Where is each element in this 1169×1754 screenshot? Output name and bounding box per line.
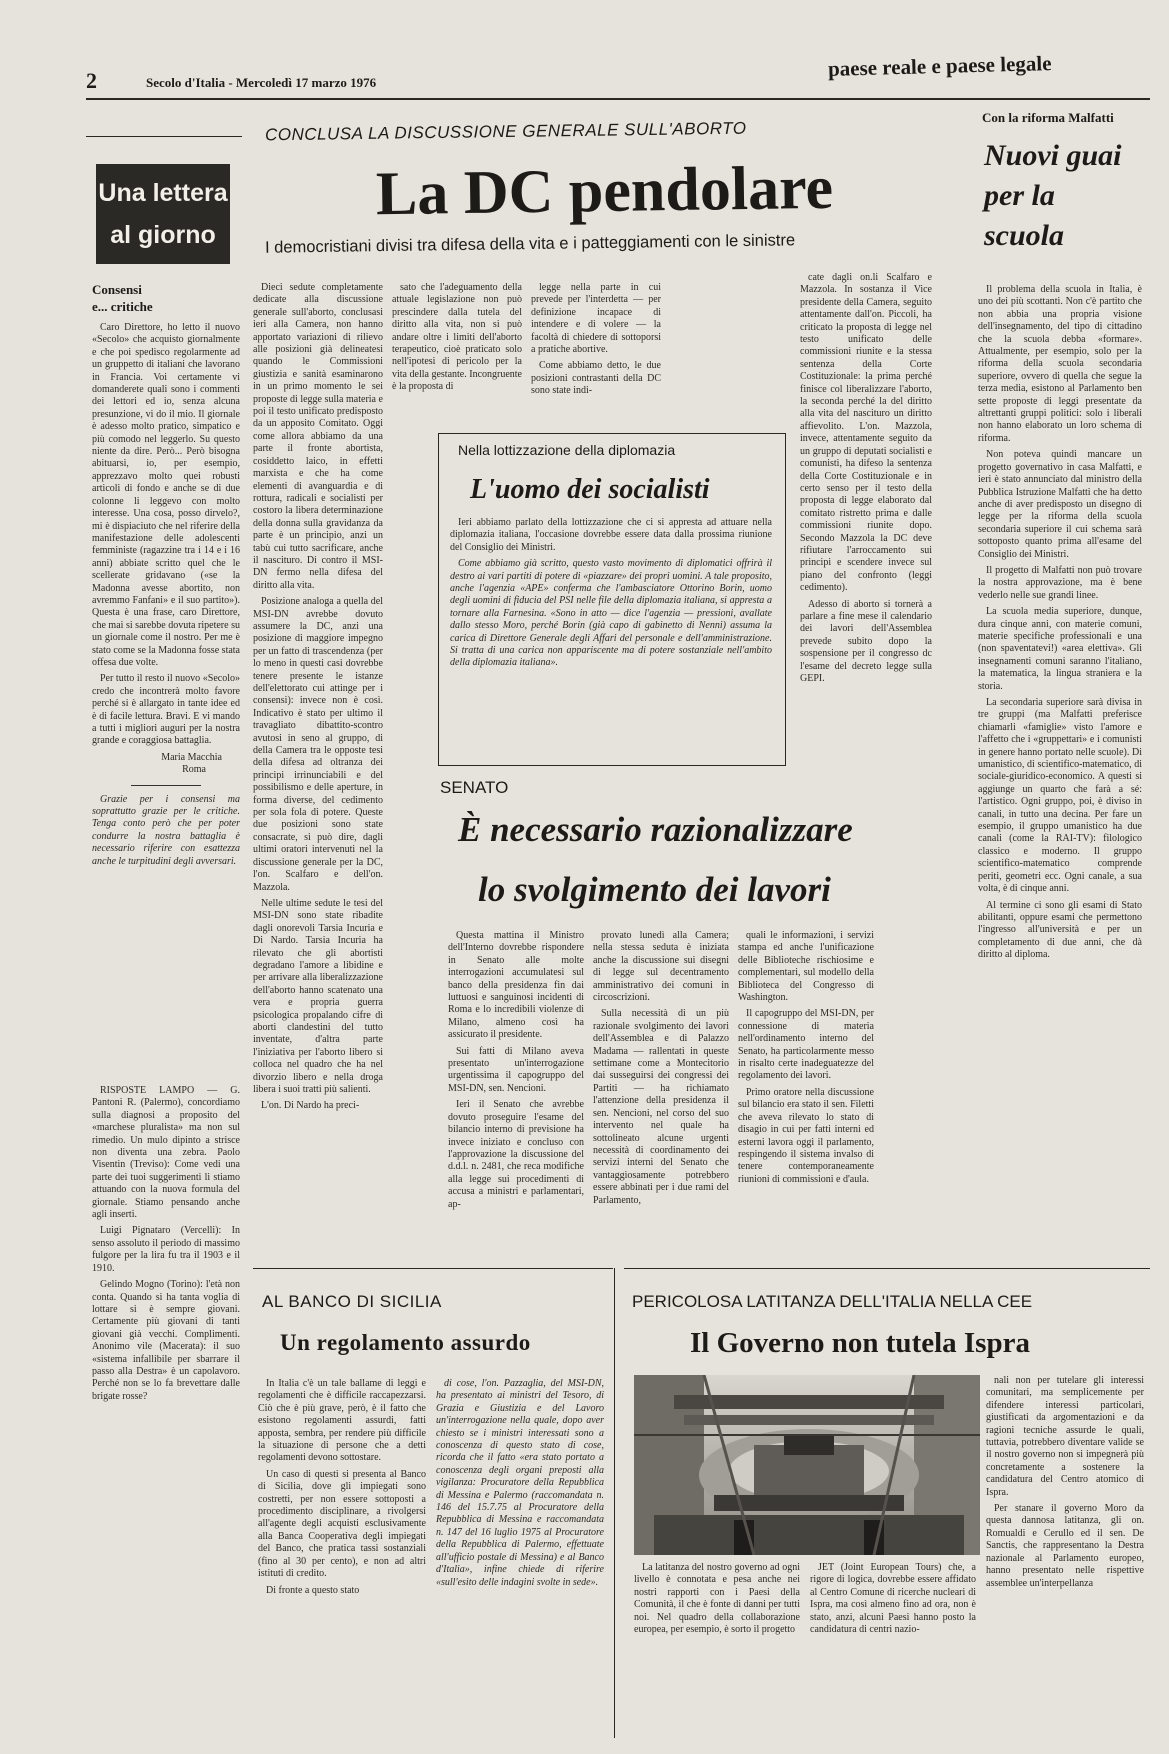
main-paragraph: Nelle ultime sedute le tesi del MSI-DN sono state ribadite dagli onorevoli Tarsia Incuria e Di Nardo. Tarsia Incuria ha rilevato che gli abortisti degradano l'amore a libidine e per arrivare alla liberalizzazione dell'aborto hanno scatenato una vera e propria guerra psicologica propalando cifre di aborti clandestini del tutto inventate, d'altra parte l'iniziativa per l'aborto libero si colloca nel quadro che ha nel divorzio libero e nella droga libera i suoi tratti più salienti. [253, 897, 383, 1095]
letter-heading [92, 281, 242, 315]
main-paragraph: Dieci sedute completamente dedicate alla discussione generale sull'aborto, conclusasi ieri alla Camera, non hanno apportato variazioni di rilievo alle posizioni già delineatesi quando le Commissioni giustizia e sanità esaminarono in un primo momento le sei proposte di legge sulla materia e poi il testo unificato predisposto da un apposito Comitato. Oggi come allora abbiamo da una parte il fronte abortista, cosiddetto laico, in effetti marxista e che ha come elementi di avanguardia e di rottura, radicali e socialisti per costoro la libera determinazione della donna sulla gravidanza da parte è un principio, anzi un tabù cui tutto sacrificare, anche il nascituro. Di contro il MSI-DN fermo nella difesa del diritto alla vita. [253, 282, 383, 591]
ispra-headline: Il Governo non tutela Ispra [690, 1327, 1030, 1359]
school-body [978, 284, 1142, 1242]
section-title: paese reale e paese legale [827, 51, 1052, 81]
ispra-col-2 [810, 1562, 976, 1738]
senate-paragraph: Questa mattina il Ministro dell'Interno dovrebbe rispondere in Senato alle molte interrogazioni accumulatesi sul banco della presidenza fin dai luttuosi e sanguinosi incidenti di Roma e lo incredibili violenze di Milano, almeno così ha assicurato il presidente. [448, 930, 584, 1041]
school-paragraph: Il problema della scuola in Italia, è uno dei più scottanti. Non c'è partito che non abbia una propria visione dell'insegnamento, del tipo di cittadino che la scuola debba «formare». Attualmente, per esempio, solo per la riforma della scuola secondaria superiore, ovvero di quella che segue la terza media, esistono al Parlamento ben sette proposte di leggi presentate da altrettanti gruppi politici: solo i liberali non hanno elaborato un loro schema di riforma. [978, 284, 1142, 444]
senate-paragraph: Primo oratore nella discussione sul bilancio era stato il sen. Filetti che aveva rilevato lo stato di disagio in cui per fatti interni ed esterni lavora oggi il parlamento, respingendo il sistema invalso di tenere contemporaneamente riunioni di commissioni e d'aula. [738, 1086, 874, 1185]
main-kicker: CONCLUSA LA DISCUSSIONE GENERALE SULL'ABORTO [264, 118, 747, 145]
ispra-photo [634, 1375, 980, 1555]
letter-reply: Grazie per i consensi ma soprattutto grazie per le critiche. Tenga conto però che per poter condurre la nostra battaglia è necessario riferire con esattezza anche le turpitudini degli avversari. [92, 793, 240, 867]
ispra-kicker: PERICOLOSA LATITANZA DELL'ITALIA NELLA CEE [632, 1292, 1033, 1311]
ispra-top-rule [624, 1268, 1150, 1269]
school-paragraph: La secondaria superiore sarà divisa in tre gruppi (ma Malfatti preferisce chiamarli «famiglie» visto l'amore e l'affetto che i «gruppettari» e i comunisti in genere hanno portato nelle scuole). Di umanistico, di scientifico-matematico, di sociale-giuridico-economico. A questi si aggiunge un quarto che farà a sé: l'artistico. Ogni gruppo, poi, è diviso in canali, in tutto una decina. Per fare un esempio, il gruppo umanistico ha due canali (come la RAI-TV): filologico classico e moderno. Il gruppo scientifico-matematico comprende periti, geometri ecc. Ogni canale, a sua volta, è di cinque anni. [978, 697, 1142, 895]
senate-kicker: SENATO [440, 778, 509, 797]
masthead-rule [86, 98, 1150, 100]
ispra-col-1 [634, 1562, 800, 1738]
school-paragraph: La scuola media superiore, dunque, dura cinque anni, con materie comuni, materie specifiche professionali e una (non spaventatevi!) «area elettiva». Gli insegnamenti comuni saranno l'italiano, la matematica, la lingua straniera e la storia. [978, 606, 1142, 692]
letter-city: Roma [182, 764, 206, 776]
paper-line: Secolo d'Italia - Mercoledì 17 marzo 1976 [146, 75, 377, 90]
school-headline-2: per la [984, 179, 1055, 212]
senate-paragraph: Ieri il Senato che avrebbe dovuto proseguire l'esame del bilancio interno di previsione ha invece iniziato e concluso con l'approvazione la discussione del d.d.l. n. 2481, che reca modifiche alla legge sui procedimenti di accusa a ministri e parlamentari, ap- [448, 1099, 584, 1210]
ispra-paragraph: nali non per tutelare gli interessi comunitari, ma semplicemente per difendere interessi particolari, giustificati da argomentazioni e da ragioni tecniche assurde le quali, tuttavia, potrebbero diventare valide se il nostro governo non si impegnerà più concretamente a sostenere la candidatura del Centro atomico di Ispra. [986, 1375, 1144, 1498]
senate-paragraph: Sui fatti di Milano aveva presentato un'interrogazione urgentissima il capogruppo del MSI-DN, sen. Nencioni. [448, 1045, 584, 1094]
main-paragraph: sato che l'adeguamento della attuale legislazione non può prescindere dalla tutela del diritto alla vita, non si può andare oltre i limiti dell'aborto terapeutico, cioè praticato solo nell'ipotesi di pericolo per la vita della gestante. Incongruente è la proposta di [392, 282, 522, 393]
senate-paragraph: Il capogruppo del MSI-DN, per connessione di materia nell'ordinamento interno del Senato, ha particolarmente messo in risalto certe inadeguatezze del regolamento dei lavori. [738, 1008, 874, 1082]
badge-line2: al giorno [110, 221, 216, 249]
rapid-reply: Gelindo Mogno (Torino): l'età non conta. Quando si ha tanta voglia di lottare si è sempre giovani. Certamente più giovani di tanti giovani già vecchi. Complimenti. Anonimo vile (Macerata): il suo «sistema infallibile per sbarrare il passo alla Destra» è un capolavoro. Perché non se lo fa brevettare dalle brigate rosse? [92, 1279, 240, 1402]
bank-paragraph: Di fronte a questo stato [266, 1584, 360, 1596]
main-col-3 [531, 282, 661, 422]
letter-paragraph: Caro Direttore, ho letto il nuovo «Secolo» che acquisto giornalmente e che poi spedisco regolarmente ad un gruppetto di italiani che lavorano in Francia. Voi certamente vi domanderete quali sono i commenti dei lettori ed io, senza alcuna presunzione, vi do il mio. Il giornale è adesso molto pratico, simpatico e più comodo nel leggerlo. Su questo niente da dire. Però... Però bisogna abituarsi, io, per esempio, apprezzavo molto quei robusti articoli di fondo e anche se di due colonne li leggevo con molto interesse. Una cosa, posso dirvelo?, mi è dispiaciuto che nel riferire della manifestazione delle adolescenti femministe (ragazzine tra i 14 e i 16 anni) abbiate scritto quel che le scellerate gridavano («se la Madonna avesse abortito, non avremmo Fanfani» e il suo partito»). Questa è una frase, caro Direttore, che mai si sarebbe dovuta ripetere su un giornale come il nostro. Per me è stato come se la Madonna fosse stata offesa due volte. [92, 322, 240, 668]
rapid-reply: RISPOSTE LAMPO — G. Pantoni R. (Palermo), concordiamo sulla diagnosi a proposito del «marchese pluralista» ma non sul rimedio. Un mulo dipinto a strisce non diventa una zebra. Paolo Visentin (Treviso): Come vedi una parte dei tuoi suggerimenti li stiamo attuando con la nuova formula del giornale. Stiamo pensando anche agli inserti. [92, 1085, 240, 1221]
main-col-4 [800, 272, 932, 758]
reactor-photo-icon [634, 1375, 980, 1555]
school-kicker: Con la riforma Malfatti [982, 110, 1114, 125]
letter-body [92, 322, 240, 1030]
bank-headline: Un regolamento assurdo [280, 1330, 531, 1355]
rapid-reply: Luigi Pignataro (Vercelli): In senso assoluto il periodo di massimo fulgore per la lira fu tra il 1903 e il 1910. [92, 1225, 240, 1274]
diplomacy-title: L'uomo dei socialisti [470, 474, 710, 505]
letter-badge [96, 164, 230, 264]
badge-line1: Una lettera [98, 179, 228, 207]
senate-paragraph: Sulla necessità di un più razionale svolgimento dei lavori dell'Assemblea e di Palazzo Madama — rallentati in queste settimane come a Montecitorio dai susseguirsi dei congressi dei Partiti — ha richiamato l'attenzione della presidenza il sen. Nencioni, nel corso del suo intervento nel quale ha sottolineato alcune urgenti necessità di coordinamento dei servizi interni del Senato che vantaggiosamente potrebbero essere abbinati per i due rami del Parlamento, [593, 1008, 729, 1206]
rapid-replies [92, 1085, 240, 1745]
senate-col-2 [593, 930, 729, 1240]
diplomacy-kicker: Nella lottizzazione della diplomazia [458, 442, 676, 458]
diplomacy-body [450, 517, 772, 757]
main-headline: La DC pendolare [375, 153, 834, 229]
senate-paragraph: quali le informazioni, i servizi stampa ed anche l'unificazione delle Biblioteche rischiosime e complementari, sul modello della Biblioteca del Congresso di Washington. [738, 930, 874, 1004]
letter-signature: Maria Macchia [161, 751, 222, 763]
school-headline [984, 136, 1154, 256]
ispra-paragraph: Per stanare il governo Moro da questa dannosa latitanza, gli on. Romualdi e Cerullo ed il sen. De Sanctis, che rappresentano la Destra nazionale al Parlamento europeo, hanno presentato nelle rispettive assemblee un'interpellanza [986, 1503, 1144, 1589]
school-headline-3: scuola [984, 219, 1065, 252]
main-paragraph: L'on. Di Nardo ha preci- [261, 1100, 360, 1112]
school-paragraph: Non poteva quindi mancare un progetto governativo in casa Malfatti, e ieri è stato annunciato dal ministro della Pubblica Istruzione Malfatti che ha detto anche di aver predisposto un disegno di legge per la riforma della scuola secondaria superiore il cui schema sarà sottoposto quanto prima all'esame del Consiglio dei Ministri. [978, 449, 1142, 560]
diplomacy-paragraph: Come abbiamo già scritto, questo vasto movimento di diplomatici offrirà il destro ai vari partiti di potere di «piazzare» dei propri uomini. A tale proposito, anche l'agenzia «APE» conferma che l'ambasciatore Ottorino Borin, uomo degli uomini di fiducia del PSI nelle file della diplomazia italiana, si appresta a tornare alla Farnesina. «Sono in atto — dice l'agenzia — pressioni, avallate dallo stesso Moro, perché Borin (già capo di gabinetto di Nenni) assuma la carica di Direttore Generale degli Affari del personale e dell'amministrazione. Si tratta di una carica non appariscente ma di potere sostanziale nell'ambito della diplomazia italiana». [450, 558, 772, 669]
main-paragraph: Come abbiamo detto, le due posizioni contrastanti della DC sono state indi- [531, 360, 661, 397]
bank-paragraph: Un caso di questi si presenta al Banco di Sicilia, dove gli impiegati sono costretti, per non essere sottoposti a procedimento disciplinare, a rivolgersi all'agente degli acquisti esclusivamente alla Banca Cooperativa degli impiegati del Banco, che pratica tassi sostanziali (fino al 30 per cento), e non ad altri istituti di credito. [258, 1468, 426, 1580]
senate-paragraph: provato lunedì alla Camera; nella stessa seduta è iniziata anche la discussione sui disegni di legge sul decentramento amministrativo dei comuni in circoscrizioni. [593, 930, 729, 1004]
ispra-col-3 [986, 1375, 1144, 1740]
senate-col-3 [738, 930, 874, 1240]
senate-headline-1: È necessario razionalizzare [458, 810, 853, 849]
main-subheadline: I democristiani divisi tra difesa della vita e i patteggiamenti con le sinistre [264, 231, 796, 257]
letter-heading-line1: Consensi [92, 282, 142, 297]
main-paragraph: Posizione analoga a quella del MSI-DN avrebbe dovuto assumere la DC, anzi una posizione di maggiore impegno per un fatto di trascendenza (per lo meno in questi casi dovrebbe tenere presente le istanze dell'elettorato cui attinge per i consensi): invece non è così. Indicativo è stato per ultimo il travagliato dibattito-scontro avutosi in seno al gruppo, di della Camera tra le opposte tesi della difesa ad oltranza dei principi irrinunciabili e del possibilismo e delle aperture, in forma diverse, del cedimento per sola fola di potere. Queste due posizioni sono state consacrate, si può dire, dagli ultimi oratori intervenuti nel la discussione generale per la DC, l'on. Scalfaro e dell'on. Mazzola. [253, 596, 383, 893]
school-paragraph: Al termine ci sono gli esami di Stato abilitanti, oppure esami che permettono l'ingresso all'università e per un completamento di due anni, che dà diritto al diploma. [978, 899, 1142, 961]
senate-col-1 [448, 930, 584, 1240]
diplomacy-paragraph: Ieri abbiamo parlato della lottizzazione che ci si appresta ad attuare nella diplomazia italiana, l'occasione dovrebbe essere data dalla prossima riunione del Consiglio dei Ministri. [450, 517, 772, 553]
school-paragraph: Il progetto di Malfatti non può trovare la nostra approvazione, ma è bene vederlo nelle sue grandi linee. [978, 564, 1142, 601]
letter-paragraph: Per tutto il resto il nuovo «Secolo» credo che incontrerà molto favore perché si è allargato in tante idee ed è di facile lettura. Bravi. E vi mando a tutti i migliori auguri per la nostra grande e coraggiosa battaglia. [92, 673, 240, 747]
main-paragraph: legge nella parte in cui prevede per l'interdetta — per definizione incapace di intendere e di volere — la facoltà di chiedere di sottoporsi a pratiche abortive. [531, 282, 661, 356]
bank-top-rule [253, 1268, 613, 1269]
school-headline-1: Nuovi guai [984, 139, 1122, 172]
divider [131, 785, 201, 786]
bank-divider [614, 1268, 615, 1738]
main-col-2 [392, 282, 522, 422]
ispra-paragraph: JET (Joint European Tours) che, a rigore di logica, dovrebbe essere affidato al Centro Comune di ricerche nucleari di Ispra, ma così almeno fino ad ora, non è stato, anzi, alcuni Paesi hanno posto la candidatura di centri nazio- [810, 1562, 976, 1636]
senate-headline-2: lo svolgimento dei lavori [478, 870, 831, 909]
bank-paragraph: di cose, l'on. Pazzaglia, del MSI-DN, ha presentato ai ministri del Tesoro, di Grazia e Giustizia e del Lavoro un'interrogazione nella quale, dopo aver chiesto se i ministri interessati sono a conoscenza di questo stato di cose, ricorda che il fatto «era stato portato a conoscenza degli organi preposti alla vigilanza: Procuratore della Repubblica di Messina e Palermo (raccomandata n. 146 del 15.7.75 al Procuratore della Repubblica di Messina e raccomandata n. 147 del 16 luglio 1975 al Procuratore della Repubblica di Palermo, effettuate all'ufficio postale di Messina) e al Banco d'Italia», infine chiede di riferire «sull'esito delle indagini svolte in sede». [436, 1378, 604, 1588]
bank-col-2 [436, 1378, 604, 1738]
page-number: 2 [86, 68, 97, 93]
bank-col-1 [258, 1378, 426, 1738]
bank-kicker: AL BANCO DI SICILIA [262, 1292, 442, 1311]
left-column-rule [86, 136, 242, 137]
main-paragraph: cate dagli on.li Scalfaro e Mazzola. In sostanza il Vice presidente della Camera, seguito attentamente dall'on. Piccoli, ha criticato la proposta di legge nel testo unificato delle commissioni riunite e la stessa sentenza della Corte Costituzionale: la prima perché finisce col liberalizzare l'aborto, la seconda perché la del diritto alla vita del nascituro un diritto affievolito. L'on. Mazzola, invece, attentamente seguito da un gruppo di deputati socialisti e comunisti, ha difeso la sentenza della Corte Costituzionale e in certo senso per il testo della proposta di legge elaborato dal comitato ristretto prima e dalle commissioni riunite dopo. Secondo Mazzola la DC deve rifiutare l'arroccamento sui principi e scendere invece sul piano del confronto (leggi cedimento). [800, 272, 932, 594]
bank-paragraph: In Italia c'è un tale ballame di leggi e regolamenti che è difficile raccapezzarsi. Ciò che è più grave, però, è il fatto che esistono regolamenti assurdi, fatti apposta, sembra, per rendere più difficile la situazione di persone che a detti regolamenti devono sottostare. [258, 1378, 426, 1464]
main-col-1 [253, 282, 383, 1237]
letter-heading-line2: e... critiche [92, 299, 153, 314]
main-paragraph: Adesso di aborto si tornerà a parlare a fine mese il calendario dei lavori dell'Assemblea prevede subito dopo la sospensione per il congresso dc l'esame del decreto legge sulla GEPI. [800, 598, 932, 684]
ispra-paragraph: La latitanza del nostro governo ad ogni livello è connotata e pesa anche nei nostri rapporti con i Paesi della Comunità, il che è fonte di danni per tutti noi. Nel quadro della collaborazione europea, per esempio, è sorto il progetto [634, 1562, 800, 1636]
